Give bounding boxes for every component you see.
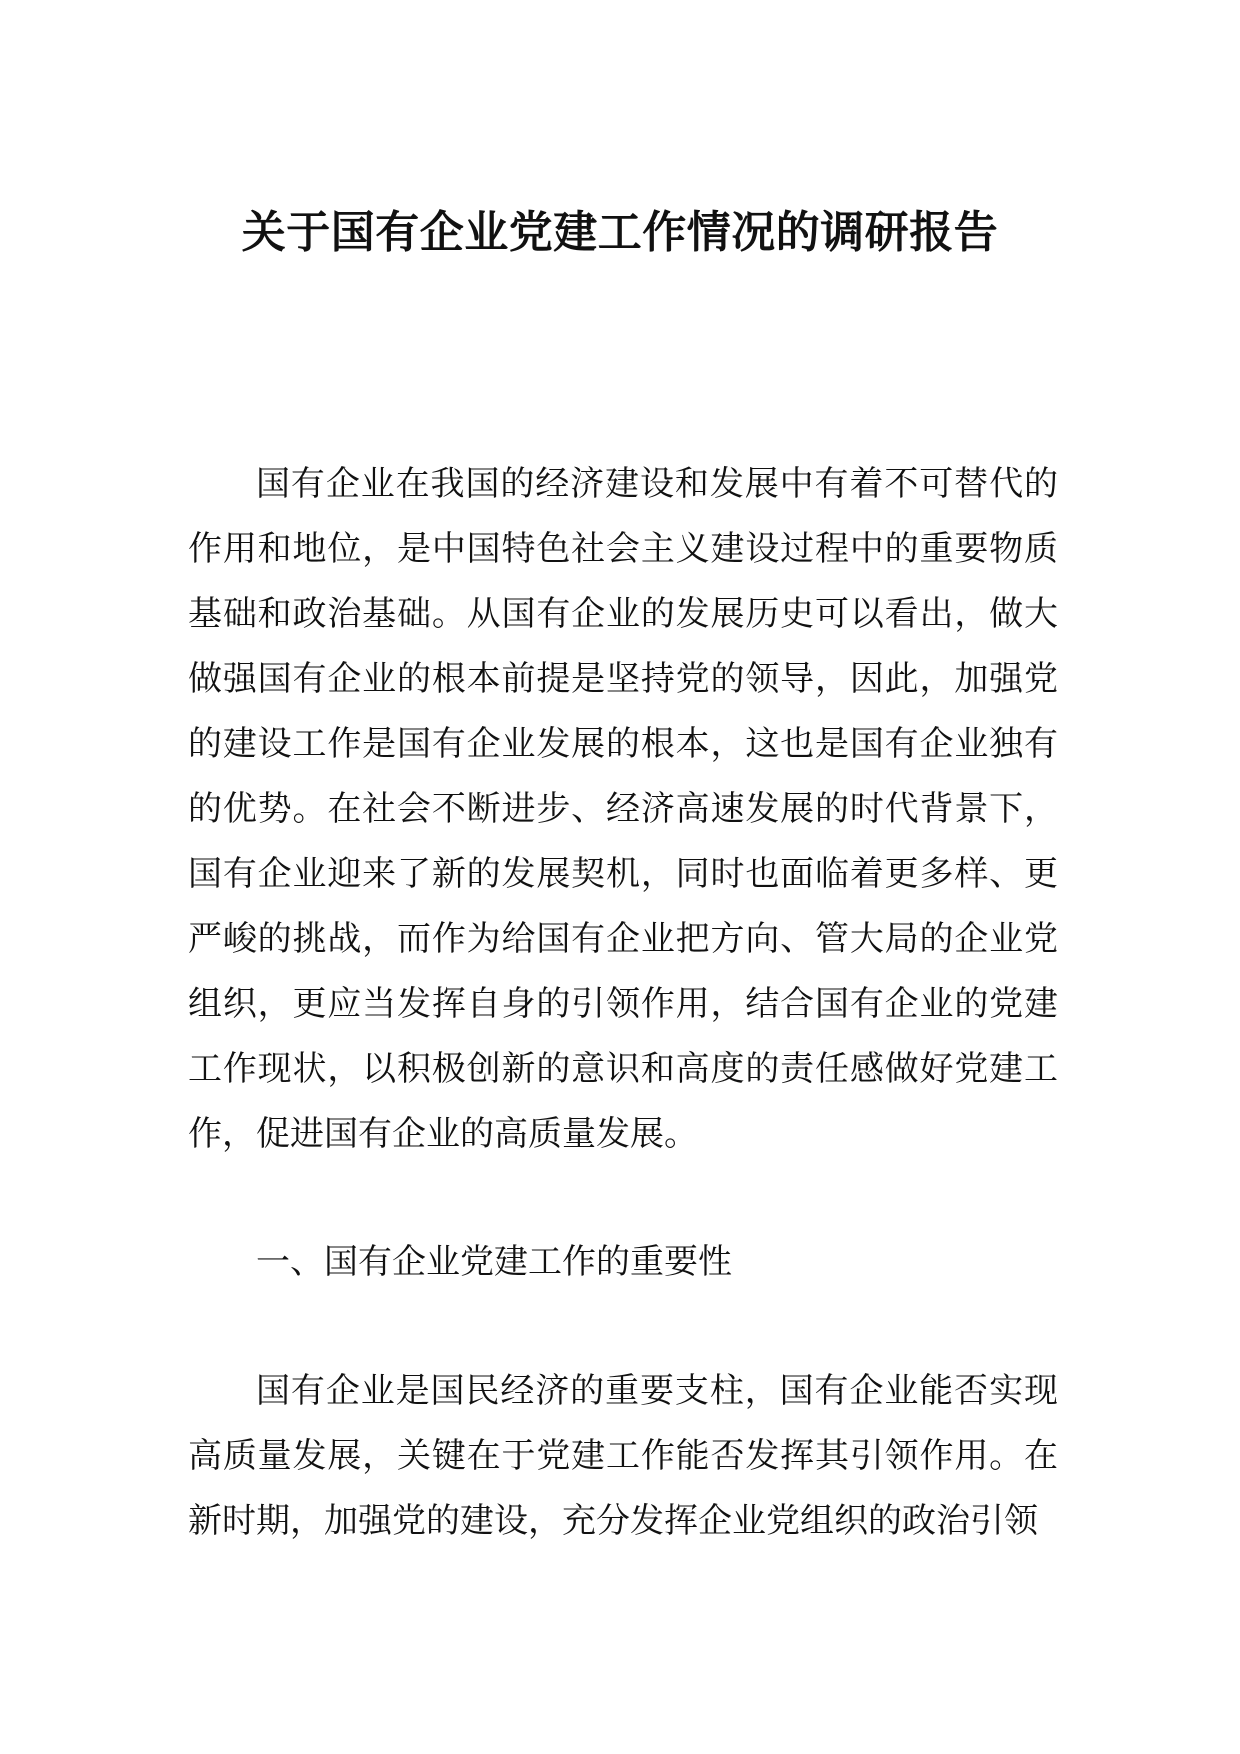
paragraph-block: [188, 1359, 1058, 1554]
section-heading: 一、国有企业党建工作的重要性: [256, 1242, 732, 1282]
section-heading-block: [188, 1230, 1058, 1295]
paragraph-block: [188, 452, 1058, 1167]
body-paragraph-section-1: 国有企业是国民经济的重要支柱，国有企业能否实现高质量发展，关键在于党建工作能否发挥其引领作用。在新时期，加强党的建设，充分发挥企业党组织的政治引领: [188, 1371, 1058, 1541]
document-title: 关于国有企业党建工作情况的调研报告: [241, 207, 999, 258]
body-paragraph-intro: 国有企业在我国的经济建设和发展中有着不可替代的作用和地位，是中国特色社会主义建设过程中的重要物质基础和政治基础。从国有企业的发展历史可以看出，做大做强国有企业的根本前提是坚持党的领导，因此，加强党的建设工作是国有企业发展的根本，这也是国有企业独有的优势。在社会不断进步、经济高速发展的时代背景下，国有企业迎来了新的发展契机，同时也面临着更多样、更严峻的挑战，而作为给国有企业把方向、管大局的企业党组织，更应当发挥自身的引领作用，结合国有企业的党建工作现状，以积极创新的意识和高度的责任感做好党建工作，促进国有企业的高质量发展。: [188, 464, 1058, 1154]
